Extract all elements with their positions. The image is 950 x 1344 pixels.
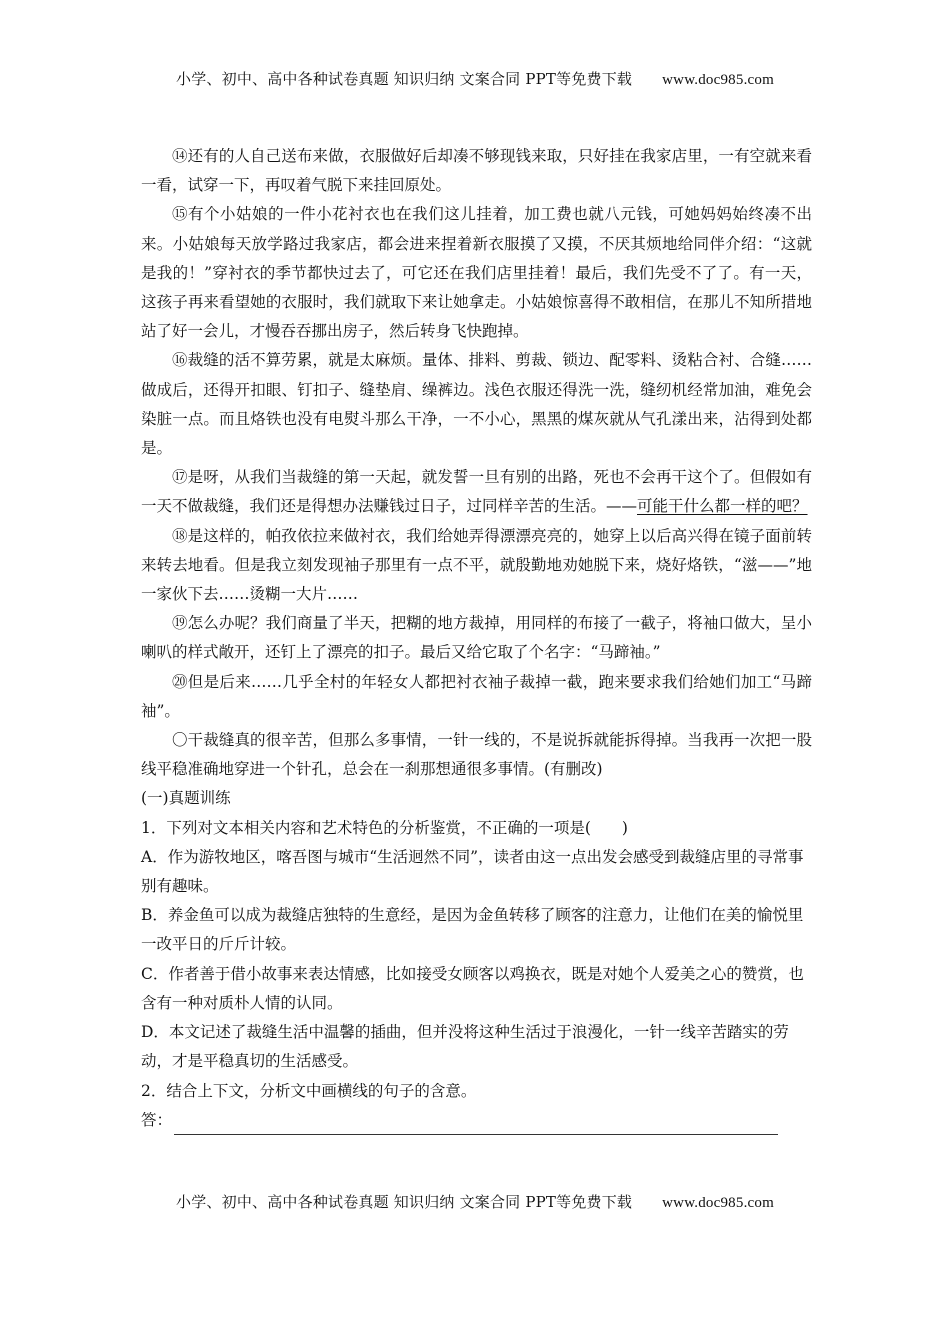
header-url[interactable]: www.doc985.com (662, 72, 774, 88)
paragraph-18: ⑱是这样的，帕孜依拉来做衬衣，我们给她弄得漂漂亮亮的，她穿上以后高兴得在镜子面前转来转去地看。但是我立刻发现袖子那里有一点不平，就殷勤地劝她脱下来，烧好烙铁，“滋——”地一家伙下去……烫糊一大片…… (141, 526, 812, 604)
option-b: B．养金鱼可以成为裁缝店独特的生意经，是因为金鱼转移了顾客的注意力，让他们在美的愉悦里一改平日的斤斤计较。 (141, 906, 804, 954)
answer-row (141, 1106, 812, 1135)
document-body (141, 142, 812, 1135)
page-header (0, 68, 950, 89)
paragraph-17 (141, 463, 812, 521)
answer-blank-line[interactable] (174, 1116, 778, 1135)
underlined-sentence: 可能干什么都一样的吧？ (637, 497, 808, 516)
paragraph-19: ⑲怎么办呢？我们商量了半天，把糊的地方裁掉，用同样的布接了一截子，将袖口做大，呈小喇叭的样式敞开，还钉上了漂亮的扣子。最后又给它取了个名字：“马蹄袖。” (141, 614, 812, 662)
option-a: A．作为游牧地区，喀吾图与城市“生活迥然不同”，读者由这一点出发会感受到裁缝店里的寻常事别有趣味。 (141, 847, 804, 896)
page-footer (0, 1191, 950, 1212)
footer-url[interactable]: www.doc985.com (662, 1195, 774, 1211)
question-1: 1．下列对文本相关内容和艺术特色的分析鉴赏，不正确的一项是( ) (141, 818, 628, 837)
paragraph-21: 〇干裁缝真的很辛苦，但那么多事情，一针一线的，不是说拆就能拆得掉。当我再一次把一股线平稳准确地穿进一个针孔，总会在一刹那想通很多事情。(有删改) (141, 731, 812, 779)
paragraph-14: ⑭还有的人自己送布来做，衣服做好后却凑不够现钱来取，只好挂在我家店里，一有空就来看一看，试穿一下，再叹着气脱下来挂回原处。 (141, 147, 812, 195)
paragraph-17-text: ⑰是呀，从我们当裁缝的第一天起，就发誓一旦有别的出路，死也不会再干这个了。但假如有一天不做裁缝，我们还是得想办法赚钱过日子，过同样辛苦的生活。—— (141, 468, 812, 516)
paragraph-16: ⑯裁缝的活不算劳累，就是太麻烦。量体、排料、剪裁、锁边、配零料、烫粘合衬、合缝……做成后，还得开扣眼、钉扣子、缝垫肩、缲裤边。浅色衣服还得洗一洗，缝纫机经常加油，难免会染脏一点。而且烙铁也没有电熨斗那么干净，一不小心，黑黑的煤灰就从气孔漾出来，沾得到处都是。 (141, 351, 812, 458)
header-text: 小学、初中、高中各种试卷真题 知识归纳 文案合同 PPT等免费下载 (176, 70, 633, 88)
answer-label: 答： (141, 1110, 173, 1129)
option-c: C．作者善于借小故事来表达情感，比如接受女顾客以鸡换衣，既是对她个人爱美之心的赞赏，也含有一种对质朴人情的认同。 (141, 964, 804, 1012)
section-title: (一)真题训练 (141, 789, 231, 808)
question-2: 2．结合上下文，分析文中画横线的句子的含意。 (141, 1081, 477, 1100)
paragraph-20: ⑳但是后来……几乎全村的年轻女人都把衬衣袖子裁掉一截，跑来要求我们给她们加工“马蹄袖”。 (141, 672, 812, 720)
footer-text: 小学、初中、高中各种试卷真题 知识归纳 文案合同 PPT等免费下载 (176, 1193, 633, 1211)
paragraph-15: ⑮有个小姑娘的一件小花衬衣也在我们这儿挂着，加工费也就八元钱，可她妈妈始终凑不出来。小姑娘每天放学路过我家店，都会进来捏着新衣服摸了又摸，不厌其烦地给同伴介绍：“这就是我的！”穿衬衣的季节都快过去了，可它还在我们店里挂着！最后，我们先受不了了。有一天，这孩子再来看望她的衣服时，我们就取下来让她拿走。小姑娘惊喜得不敢相信，在那儿不知所措地站了好一会儿，才慢吞吞挪出房子，然后转身飞快跑掉。 (141, 205, 812, 341)
option-d: D．本文记述了裁缝生活中温馨的插曲，但并没将这种生活过于浪漫化，一针一线辛苦踏实的劳动，才是平稳真切的生活感受。 (141, 1023, 789, 1071)
